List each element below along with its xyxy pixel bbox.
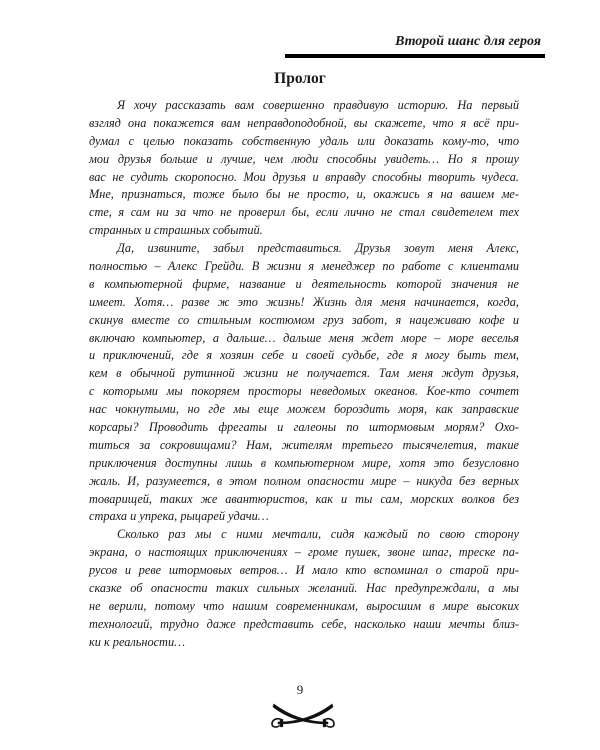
- text-line: вас не судить скоропосно. Мои друзья и вправду способны творить чудеса.: [89, 169, 519, 184]
- text-line: русов и реве штормовых ветров… И мало кто вспоминал о старой при-: [89, 563, 519, 578]
- crossed-sabers-icon: [268, 700, 338, 730]
- text-line: Сколько раз мы с ними мечтали, сидя каждый по свою сторону: [117, 527, 519, 542]
- text-line: сказке об опасности таких сильных желаний. Нас предупреждали, а мы: [89, 581, 519, 596]
- text-line: в компьютерной фирме, название и деятельность которой значения не: [89, 276, 519, 291]
- text-line: Мне, признаться, тоже было бы не просто, и, окажись я на вашем ме-: [89, 187, 519, 202]
- text-line: не верили, потому что нашим современникам, выросшим в мире высоких: [89, 598, 519, 613]
- text-line: имеет. Хотя… разве ж это жизнь! Жизнь для меня начинается, когда,: [89, 294, 519, 309]
- text-line: корсары? Проводить фрегаты и галеоны по штормовым морям? Охо-: [89, 420, 519, 435]
- text-line: страха и упрека, рыцарей удачи…: [89, 509, 269, 524]
- text-line: кем в обычной рутинной жизни не получается. Там меня ждут друзья,: [89, 366, 519, 381]
- running-header: [285, 32, 545, 58]
- chapter-title: Пролог: [274, 70, 326, 87]
- text-line: приключения доступны лишь в компьютерном мире, хотя это безусловно: [89, 455, 519, 470]
- text-line: и приключений, где я хозяин себе и своей судьбе, где я могу быть тем,: [89, 348, 519, 363]
- running-title: Второй шанс для героя: [395, 34, 541, 49]
- text-line: с которыми мы покоряем просторы неведомых океанов. Кое-кто сочтет: [89, 384, 519, 399]
- text-line: Да, извините, забыл представиться. Друзья зовут меня Алекс,: [117, 241, 519, 256]
- header-rule: [285, 54, 545, 58]
- text-line: экрана, о настоящих приключениях – громе пушек, звоне шпаг, треске па-: [89, 545, 519, 560]
- page-number: 9: [296, 682, 304, 697]
- text-line: жаль. И, разумеется, в этом полном опасности мире – никуда без верных: [89, 473, 519, 488]
- text-line: титься за сокровищами? Нам, жителям третьего тысячелетия, такие: [89, 437, 519, 452]
- text-line: полностью – Алекс Грейди. В жизни я менеджер по работе с клиентами: [89, 259, 519, 274]
- text-line: странных и страшных событий.: [89, 223, 263, 238]
- text-line: думал с целью показать собственную удаль или доказать кому-то, что: [89, 133, 519, 148]
- text-line: взгляд она покажется вам неправдоподобной, вы скажете, что я всё при-: [89, 115, 519, 130]
- text-line: технологий, трудно даже представить себе, насколько наши мечты близ-: [89, 616, 519, 631]
- text-line: скинув вместе со стильным костюмом груз забот, я нацеживаю кофе и: [89, 312, 519, 327]
- text-line: включаю компьютер, а дальше… дальше меня ждет море – море веселья: [89, 330, 519, 345]
- text-line: Я хочу рассказать вам совершенно правдивую историю. На первый: [117, 98, 519, 112]
- text-line: мои друзья больше и лучше, чем люди способны увидеть… Но я прошу: [89, 151, 519, 166]
- body-text: [89, 97, 519, 652]
- text-line: ки к реальности…: [89, 634, 186, 649]
- text-line: товарищей, таких же авантюристов, как и ты сам, морских волков без: [89, 491, 519, 506]
- text-line: нас чокнутыми, но где мы еще можем бороздить моря, как заправские: [89, 402, 519, 417]
- text-line: сте, я сам ни за что не проверил бы, если лично не стал свидетелем тех: [89, 205, 519, 220]
